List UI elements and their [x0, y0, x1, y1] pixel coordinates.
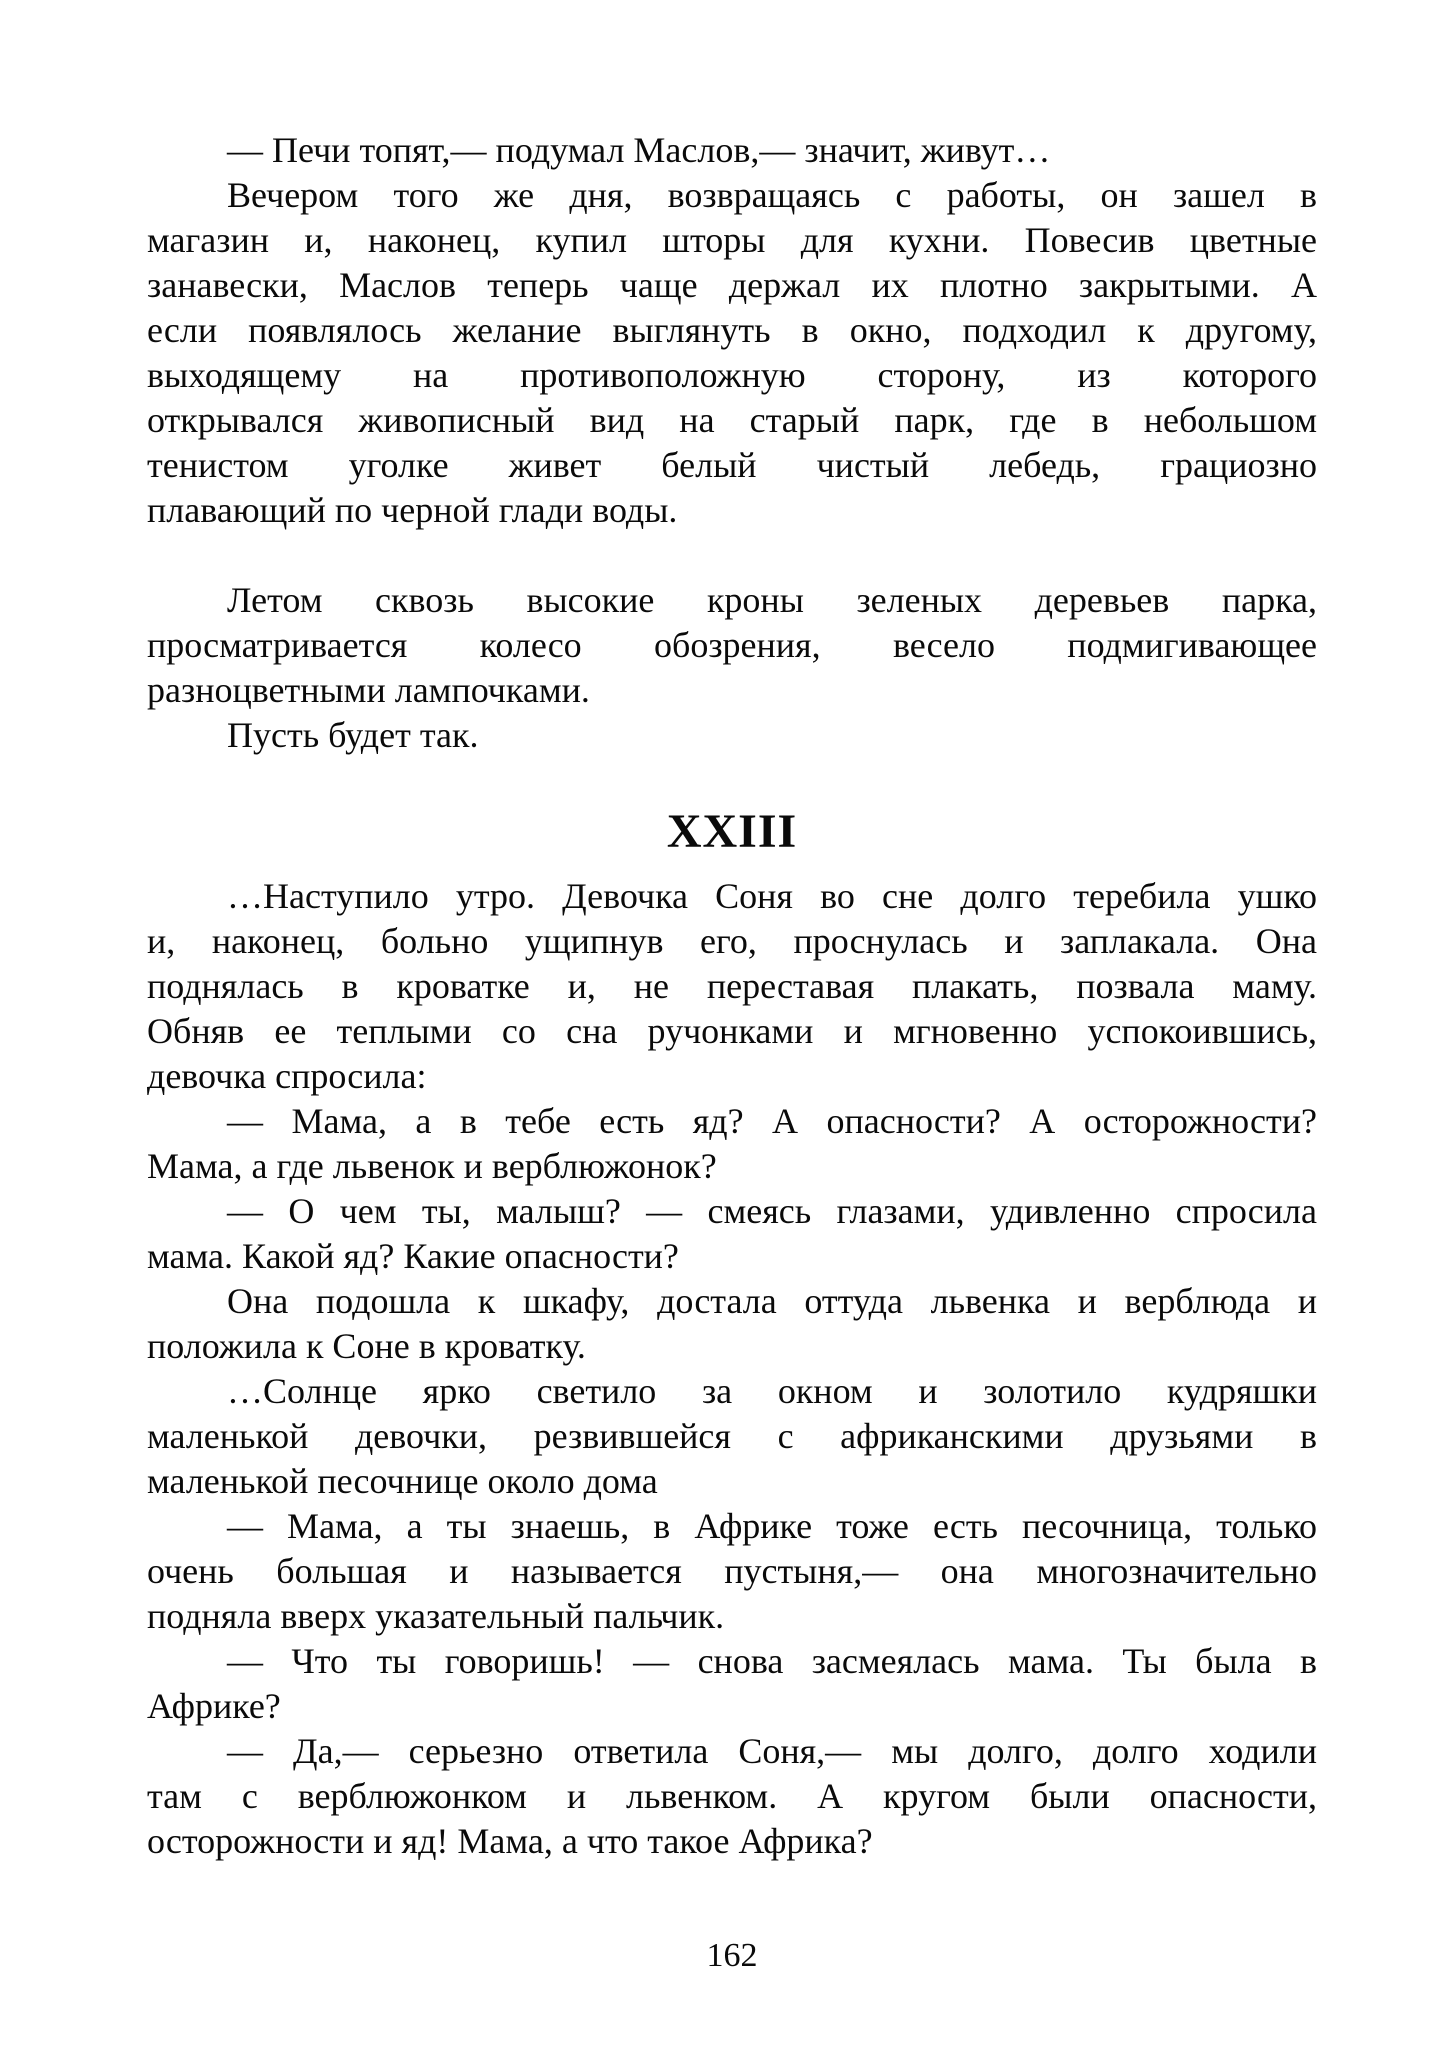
text-line: — О чем ты, малыш? — смеясь глазами, удивленно спросила: [227, 1191, 1317, 1231]
paragraph: [147, 1189, 1317, 1279]
text-line: — Да,— серьезно ответила Соня,— мы долго, долго ходили: [227, 1731, 1317, 1771]
paragraph: [147, 1639, 1317, 1729]
text-line: разноцветными лампочками.: [147, 670, 590, 710]
text-line: маленькой девочки, резвившейся с африканскими друзьями в: [147, 1416, 1317, 1456]
text-line: — Мама, а ты знаешь, в Африке тоже есть песочница, только: [227, 1506, 1317, 1546]
text-line: занавески, Маслов теперь чаще держал их плотно закрытыми. А: [147, 265, 1317, 305]
text-line: открывался живописный вид на старый парк, где в небольшом: [147, 400, 1317, 440]
page-text-block: [147, 128, 1317, 1864]
text-line: …Наступило утро. Девочка Соня во сне долго теребила ушко: [227, 876, 1317, 916]
text-line: и, наконец, больно ущипнув его, проснулась и заплакала. Она: [147, 921, 1317, 961]
text-line: просматривается колесо обозрения, весело подмигивающее: [147, 625, 1317, 665]
text-line: там с верблюжонком и львенком. А кругом были опасности,: [147, 1776, 1317, 1816]
text-line: — Печи топят,— подумал Маслов,— значит, живут…: [227, 130, 1051, 170]
text-line: Летом сквозь высокие кроны зеленых деревьев парка,: [227, 580, 1317, 620]
text-line: очень большая и называется пустыня,— она многозначительно: [147, 1551, 1317, 1591]
paragraph: [147, 128, 1317, 173]
text-line: подняла вверх указательный пальчик.: [147, 1596, 725, 1636]
text-line: — Мама, а в тебе есть яд? А опасности? А осторожности?: [227, 1101, 1317, 1141]
text-line: …Солнце ярко светило за окном и золотило кудряшки: [227, 1371, 1317, 1411]
text-line: положила к Соне в кроватку.: [147, 1326, 586, 1366]
text-line: поднялась в кроватке и, не переставая плакать, позвала маму.: [147, 966, 1317, 1006]
paragraph: [147, 1369, 1317, 1504]
text-line: мама. Какой яд? Какие опасности?: [147, 1236, 679, 1276]
text-line: осторожности и яд! Мама, а что такое Африка?: [147, 1821, 873, 1861]
text-line: если появлялось желание выглянуть в окно, подходил к другому,: [147, 310, 1317, 350]
paragraph-gap: [147, 533, 1317, 578]
page-footer: [147, 1936, 1317, 1976]
text-line: Вечером того же дня, возвращаясь с работы, он зашел в: [227, 175, 1317, 215]
text-line: выходящему на противоположную сторону, из которого: [147, 355, 1317, 395]
paragraph: [147, 578, 1317, 713]
text-line: Африке?: [147, 1686, 281, 1726]
paragraph: [147, 713, 1317, 758]
text-line: маленькой песочнице около дома: [147, 1461, 658, 1501]
text-line: Обняв ее теплыми со сна ручонками и мгновенно успокоившись,: [147, 1011, 1317, 1051]
paragraph: [147, 1279, 1317, 1369]
chapter-heading: XXIII: [666, 805, 798, 858]
page-number: 162: [706, 1937, 758, 1974]
text-line: Мама, а где львенок и верблюжонок?: [147, 1146, 717, 1186]
text-line: девочка спросила:: [147, 1056, 427, 1096]
text-line: Пусть будет так.: [227, 715, 479, 755]
paragraph: [147, 1099, 1317, 1189]
text-line: магазин и, наконец, купил шторы для кухни. Повесив цветные: [147, 220, 1317, 260]
paragraph: [147, 173, 1317, 533]
text-line: Она подошла к шкафу, достала оттуда львенка и верблюда и: [227, 1281, 1317, 1321]
paragraph: [147, 1504, 1317, 1639]
paragraph: [147, 1729, 1317, 1864]
text-line: плавающий по черной глади воды.: [147, 490, 678, 530]
text-line: — Что ты говоришь! — снова засмеялась мама. Ты была в: [227, 1641, 1317, 1681]
paragraph: [147, 874, 1317, 1099]
text-line: тенистом уголке живет белый чистый лебедь, грациозно: [147, 445, 1317, 485]
